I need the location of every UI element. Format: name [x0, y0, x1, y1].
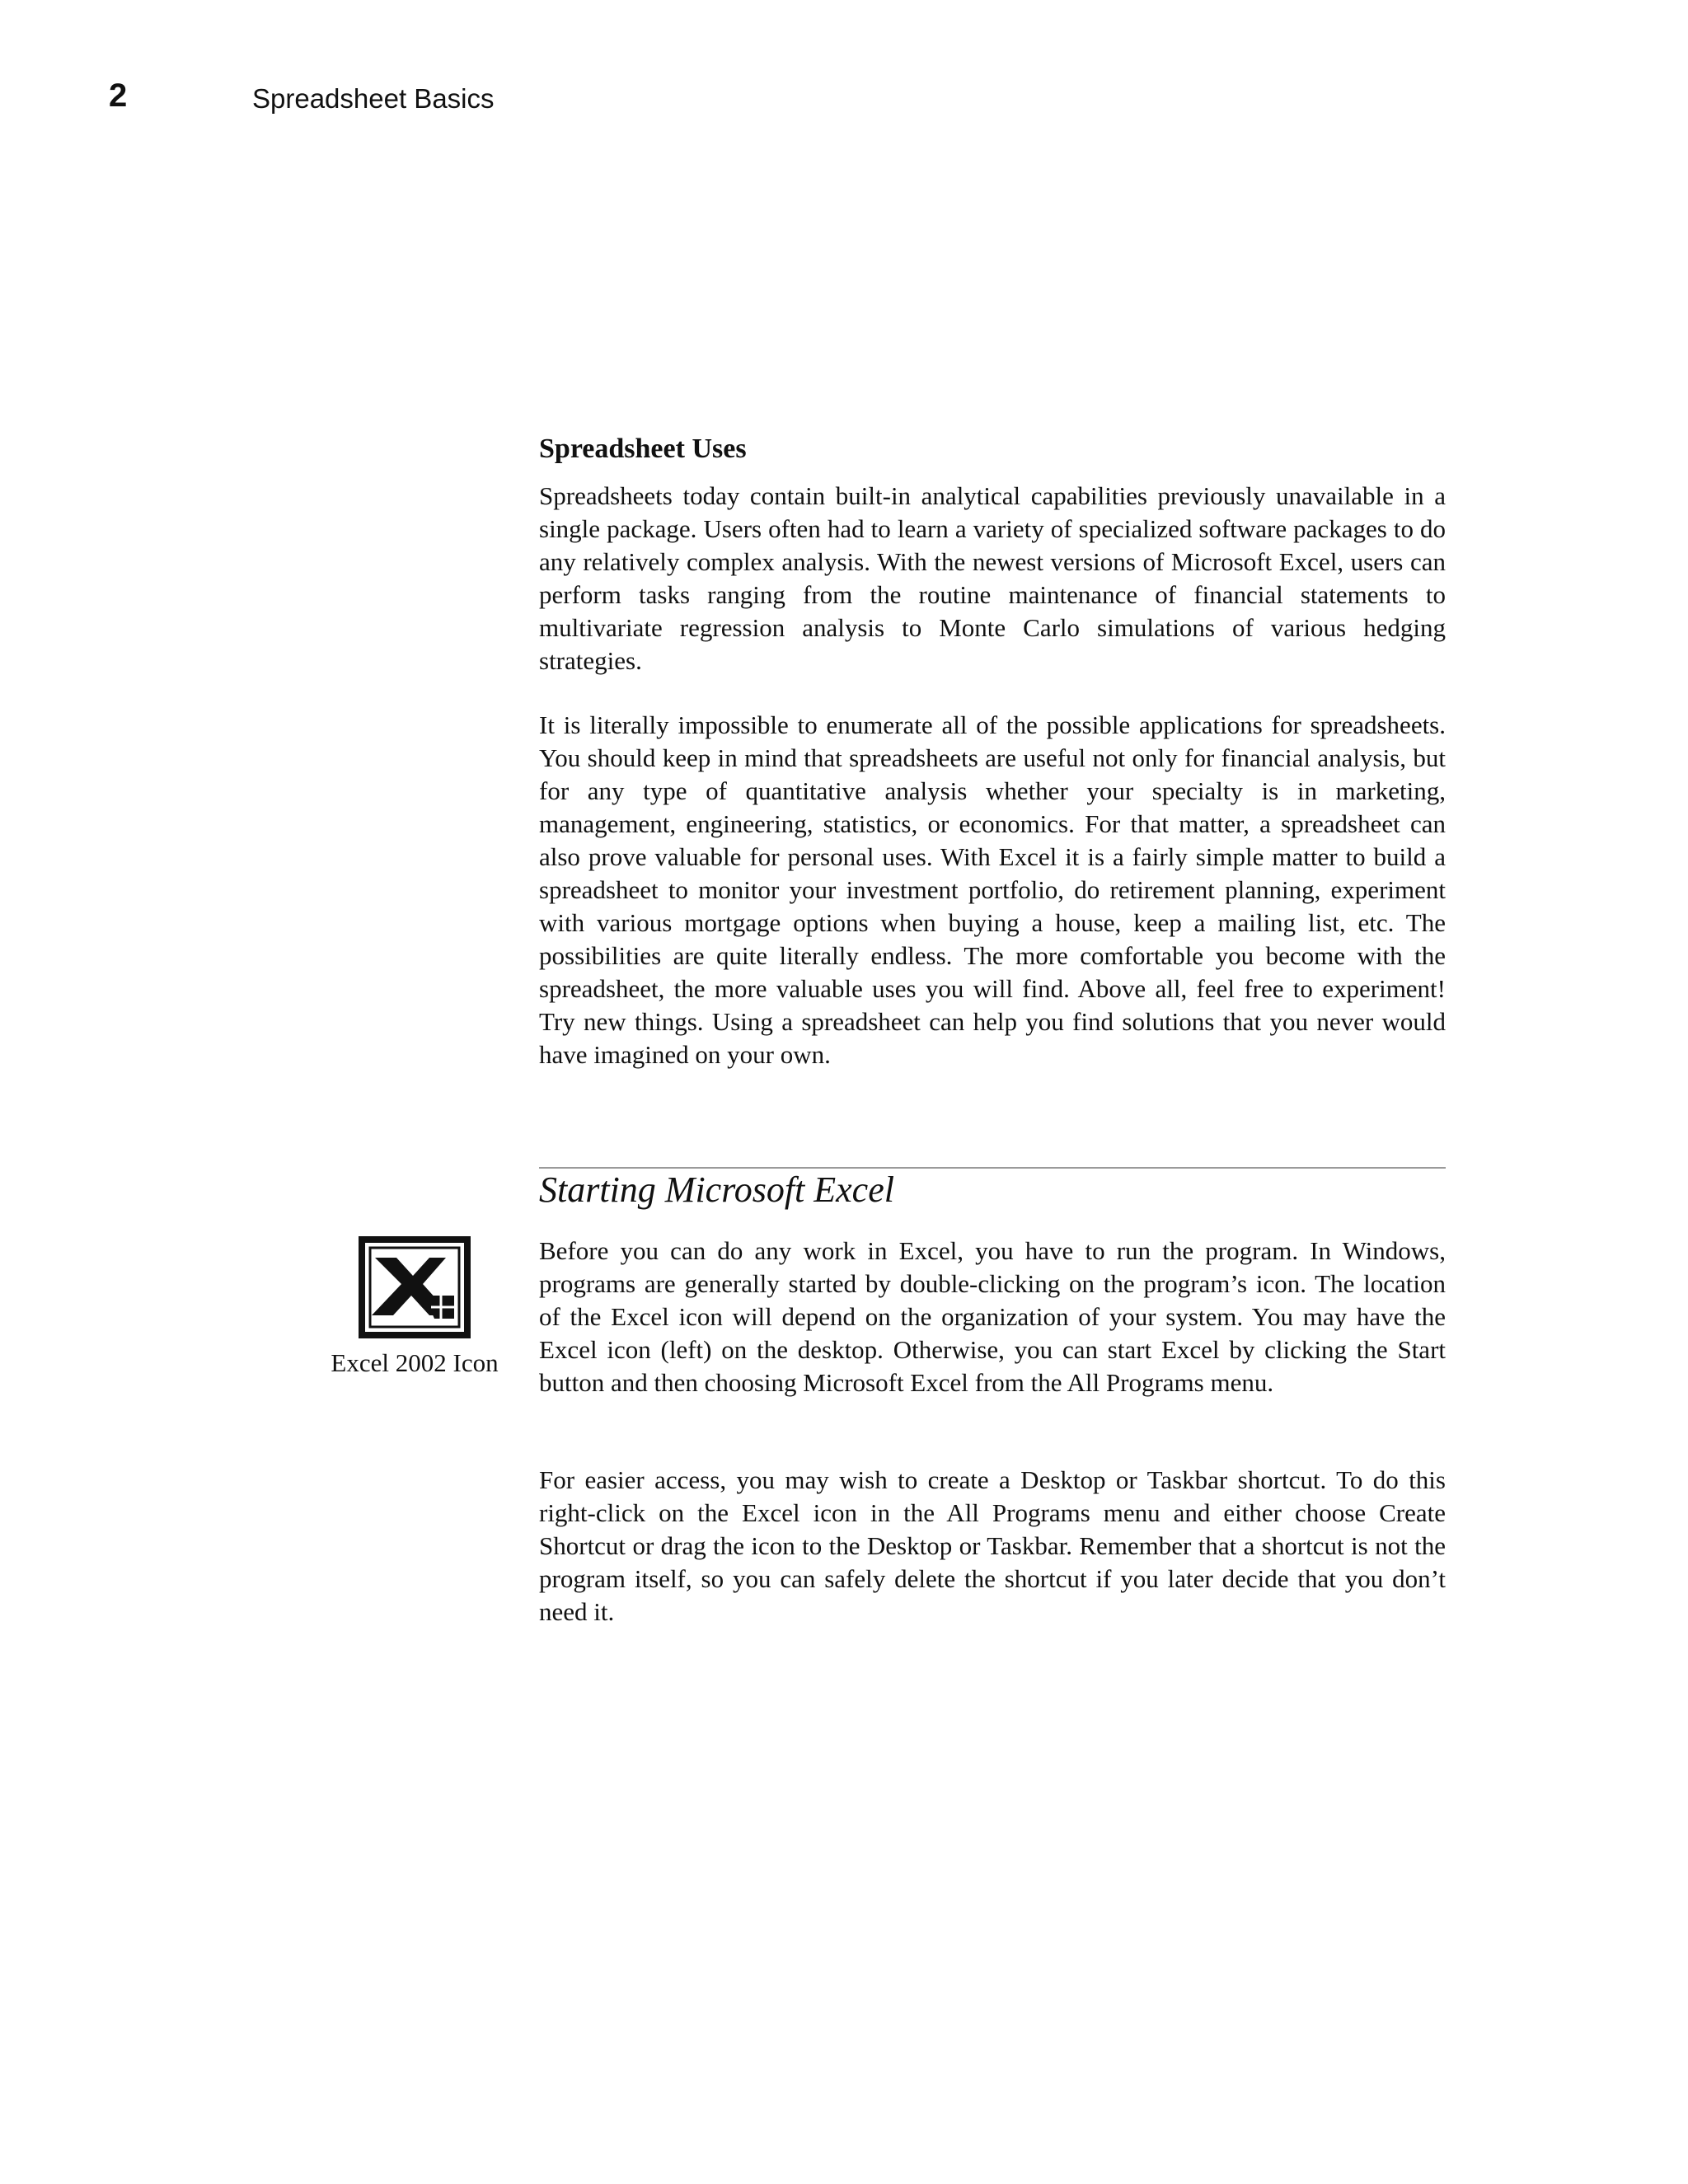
- body-paragraph: [539, 480, 1446, 677]
- body-paragraph: [539, 1464, 1446, 1629]
- body-paragraph: [539, 1235, 1446, 1399]
- excel-icon-figure: [313, 1236, 516, 1380]
- excel-2002-icon: [359, 1236, 471, 1338]
- section-heading-spreadsheet-uses: Spreadsheet Uses: [539, 434, 747, 464]
- paragraph-text: It is literally impossible to enumerate all of the possible applications for spreadsheets. You should keep in mind that spreadsheets are useful not only for financial analysis, but for any type of quantitative analysis whether your specialty is in marketing, management, engineering, statistics, or economics. For that matter, a spreadsheet can also prove valuable for personal uses. With Excel it is a fairly simple matter to build a spreadsheet to monitor your investment portfolio, do retirement planning, experiment with various mortgage options when buying a house, keep a mailing list, etc. The possibilities are quite literally endless. The more comfortable you become with the spreadsheet, the more valuable uses you will find. Above all, feel free to experiment! Try new things. Using a spreadsheet can help you find solutions that you never would have imagined on your own.: [539, 710, 1446, 1069]
- section-title-starting-excel: Starting Microsoft Excel: [539, 1169, 894, 1210]
- paragraph-text: For easier access, you may wish to create a Desktop or Taskbar shortcut. To do this right-click on the Excel icon in the All Programs menu and either choose Create Shortcut or drag the icon to the Desktop or Taskbar. Remember that a shortcut is not the program itself, so you can safely delete the shortcut if you later decide that you don’t need it.: [539, 1465, 1446, 1626]
- page-number: 2: [109, 77, 128, 114]
- body-paragraph: [539, 709, 1446, 1071]
- running-header-title: Spreadsheet Basics: [252, 83, 495, 114]
- icon-caption: Excel 2002 Icon: [331, 1348, 499, 1377]
- paragraph-text: Spreadsheets today contain built-in analytical capabilities previously unavailable in a single package. Users often had to learn a variety of specialized software packages to do any relatively complex analysis. With the newest versions of Microsoft Excel, users can perform tasks ranging from the routine maintenance of financial statements to multivariate regression analysis to Monte Carlo simulations of various hedging strategies.: [539, 481, 1446, 675]
- paragraph-text: Before you can do any work in Excel, you have to run the program. In Windows, programs are generally started by double-clicking on the program’s icon. The location of the Excel icon will depend on the organization of your system. You may have the Excel icon (left) on the desktop. Otherwise, you can start Excel by clicking the Start button and then choosing Microsoft Excel from the All Programs menu.: [539, 1236, 1446, 1397]
